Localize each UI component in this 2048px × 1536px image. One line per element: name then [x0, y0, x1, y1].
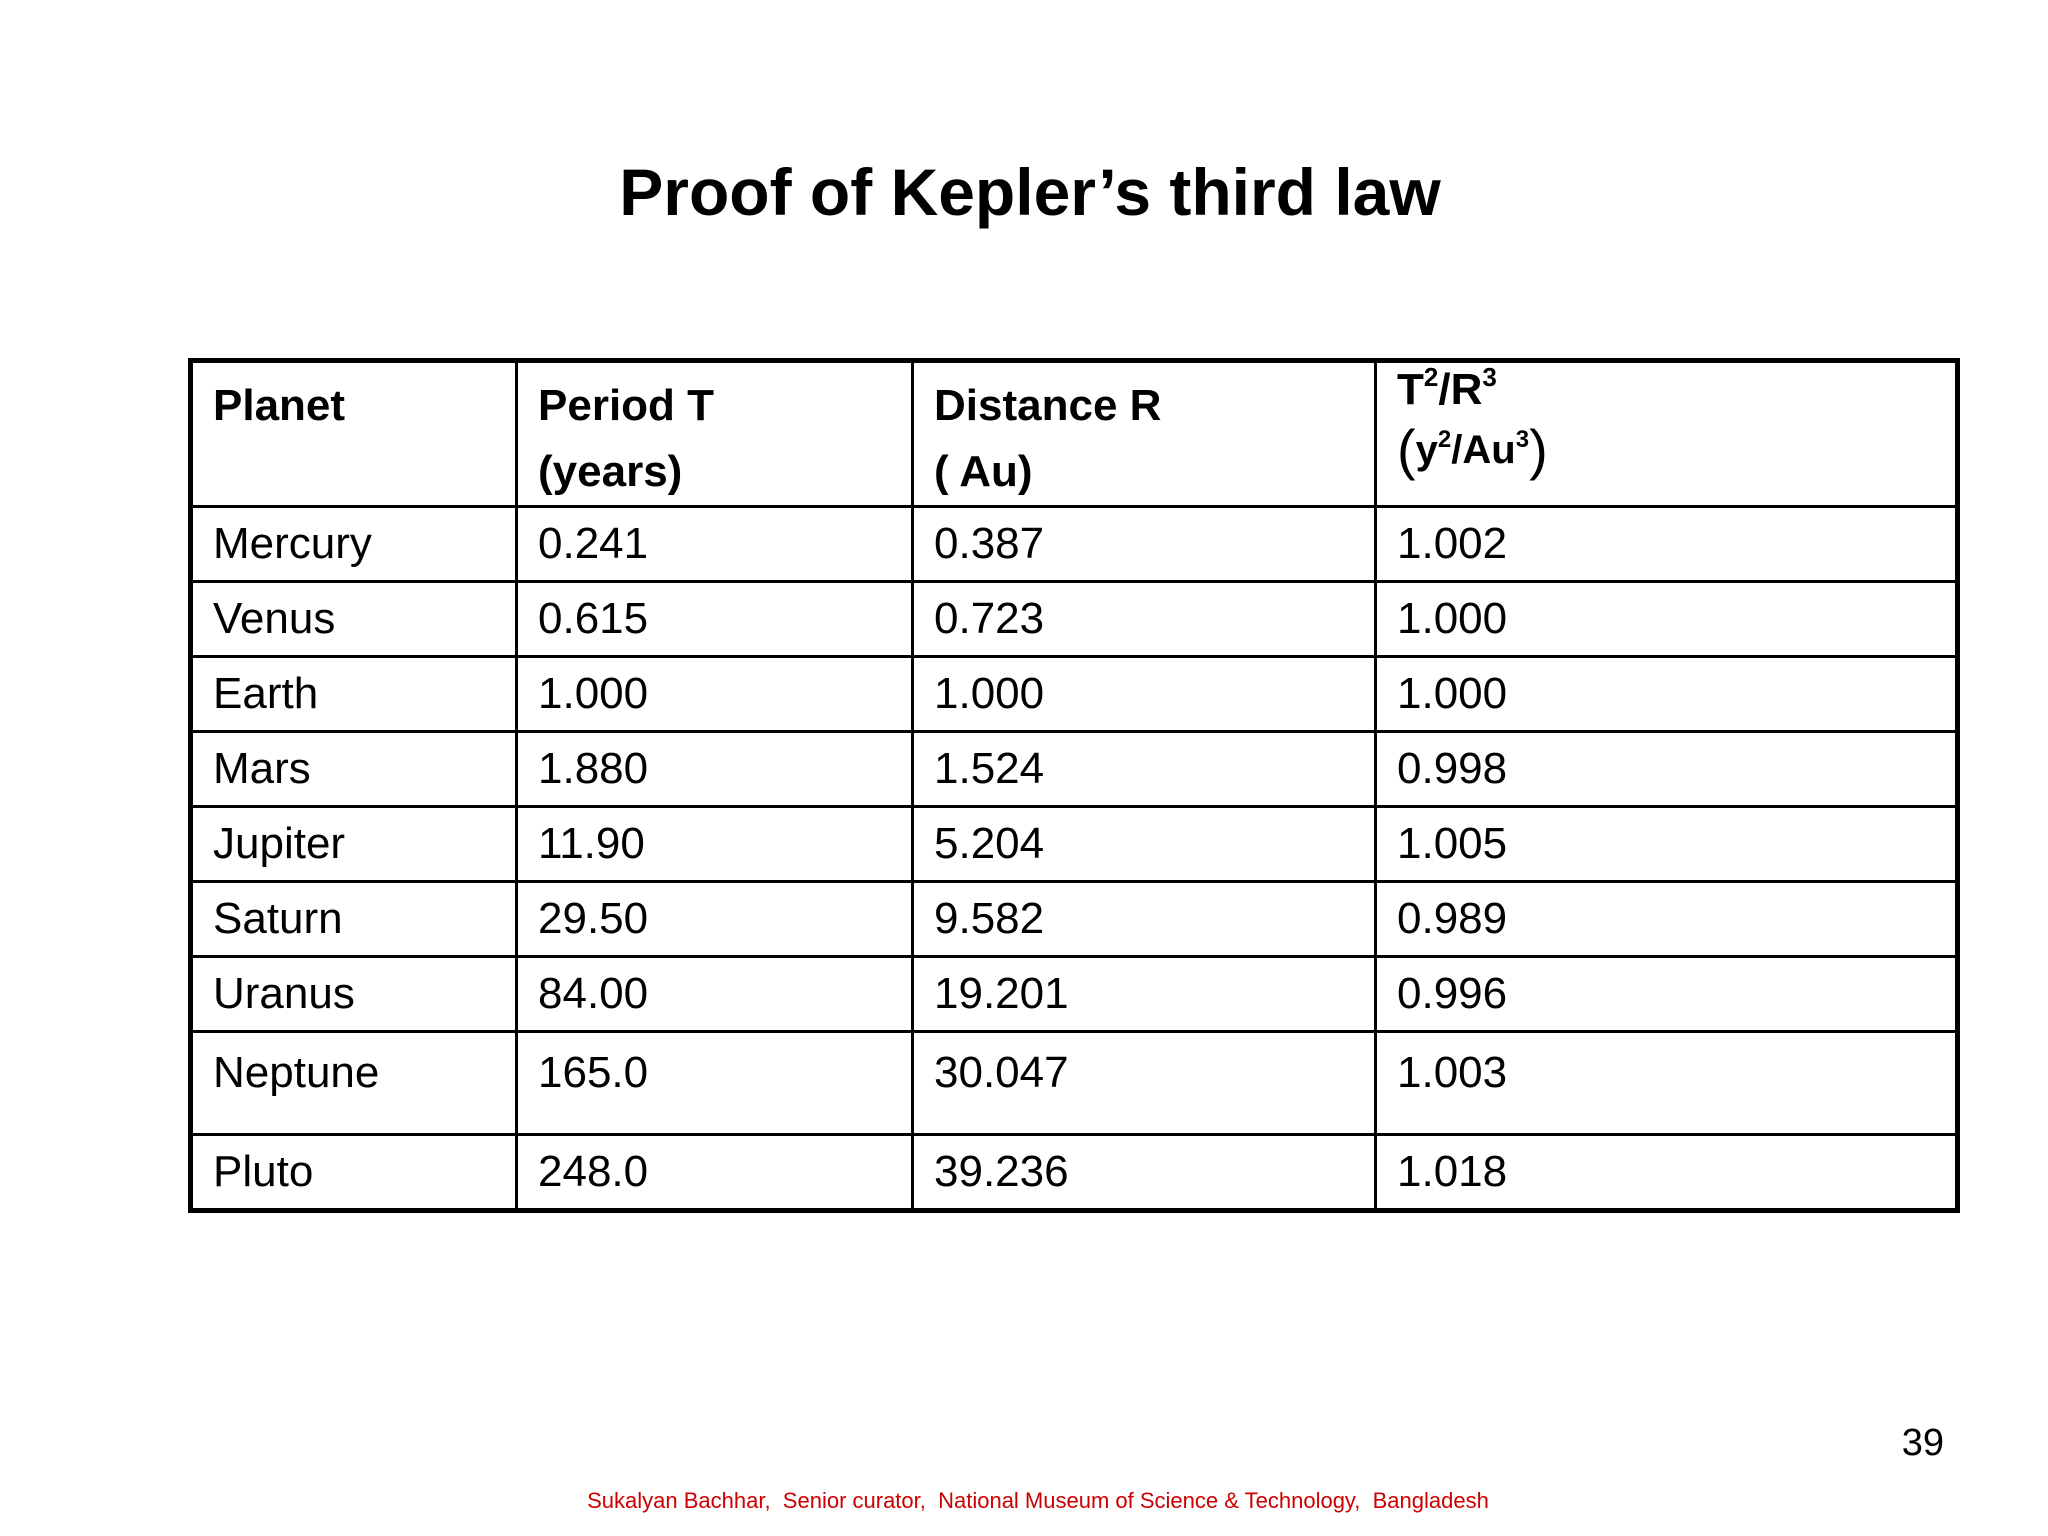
header-planet — [191, 361, 517, 507]
cell-distance: 5.204 — [913, 807, 1376, 882]
cell-period: 0.241 — [517, 507, 913, 582]
unit-y-symbol: y — [1415, 428, 1438, 472]
table-row-saturn — [191, 882, 1958, 957]
cell-planet: Pluto — [191, 1135, 517, 1211]
table-row-venus — [191, 582, 1958, 657]
cell-distance: 0.723 — [913, 582, 1376, 657]
slide-title: Proof of Kepler’s third law — [619, 155, 1441, 229]
cell-ratio: 1.000 — [1376, 657, 1958, 732]
cell-planet: Neptune — [191, 1032, 517, 1135]
header-distance-unit: ( Au) — [934, 447, 1033, 496]
cell-distance: 0.387 — [913, 507, 1376, 582]
ratio-t-symbol: T — [1397, 365, 1424, 414]
ratio-r-symbol: /R — [1438, 365, 1483, 414]
cell-ratio: 0.989 — [1376, 882, 1958, 957]
ratio-r-exponent: 3 — [1482, 362, 1497, 392]
cell-planet: Venus — [191, 582, 517, 657]
cell-period: 165.0 — [517, 1032, 913, 1135]
cell-ratio: 1.005 — [1376, 807, 1958, 882]
unit-au-symbol: /Au — [1451, 428, 1516, 472]
cell-planet: Mars — [191, 732, 517, 807]
table-row-uranus — [191, 957, 1958, 1032]
table-row-pluto — [191, 1135, 1958, 1211]
cell-period: 0.615 — [517, 582, 913, 657]
header-ratio — [1376, 361, 1958, 507]
cell-distance: 30.047 — [913, 1032, 1376, 1135]
cell-planet: Earth — [191, 657, 517, 732]
cell-period: 1.000 — [517, 657, 913, 732]
cell-ratio: 1.000 — [1376, 582, 1958, 657]
cell-period: 11.90 — [517, 807, 913, 882]
header-distance — [913, 361, 1376, 507]
cell-distance: 1.000 — [913, 657, 1376, 732]
cell-ratio: 0.998 — [1376, 732, 1958, 807]
cell-distance: 19.201 — [913, 957, 1376, 1032]
kepler-data-table — [188, 358, 1960, 1213]
cell-planet: Mercury — [191, 507, 517, 582]
cell-distance: 39.236 — [913, 1135, 1376, 1211]
unit-y-exponent: 2 — [1437, 426, 1452, 453]
cell-ratio: 1.002 — [1376, 507, 1958, 582]
unit-au-exponent: 3 — [1515, 426, 1530, 453]
unit-close-paren: ) — [1529, 418, 1548, 481]
table-row-jupiter — [191, 807, 1958, 882]
cell-planet: Uranus — [191, 957, 517, 1032]
cell-period: 1.880 — [517, 732, 913, 807]
cell-planet: Saturn — [191, 882, 517, 957]
table-row-neptune — [191, 1032, 1958, 1135]
cell-distance: 9.582 — [913, 882, 1376, 957]
header-ratio-unit — [1397, 418, 1955, 481]
header-period-unit: (years) — [538, 447, 683, 496]
cell-period: 29.50 — [517, 882, 913, 957]
unit-open-paren: ( — [1397, 418, 1416, 481]
footer-credit: Sukalyan Bachhar, Senior curator, National Museum of Science & Technology, Bangladesh — [587, 1488, 1489, 1513]
table-row-mercury — [191, 507, 1958, 582]
header-period — [517, 361, 913, 507]
cell-distance: 1.524 — [913, 732, 1376, 807]
cell-ratio: 1.018 — [1376, 1135, 1958, 1211]
page-number: 39 — [1901, 1422, 1944, 1464]
cell-ratio: 1.003 — [1376, 1032, 1958, 1135]
header-distance-label: Distance R — [934, 381, 1162, 430]
table-row-earth — [191, 657, 1958, 732]
ratio-t-exponent: 2 — [1423, 362, 1439, 392]
table-row-mars — [191, 732, 1958, 807]
header-planet-label: Planet — [213, 381, 346, 430]
cell-period: 248.0 — [517, 1135, 913, 1211]
cell-ratio: 0.996 — [1376, 957, 1958, 1032]
header-period-label: Period T — [538, 381, 715, 430]
header-ratio-formula — [1397, 362, 1955, 414]
table-header-row — [191, 361, 1958, 507]
cell-planet: Jupiter — [191, 807, 517, 882]
cell-period: 84.00 — [517, 957, 913, 1032]
